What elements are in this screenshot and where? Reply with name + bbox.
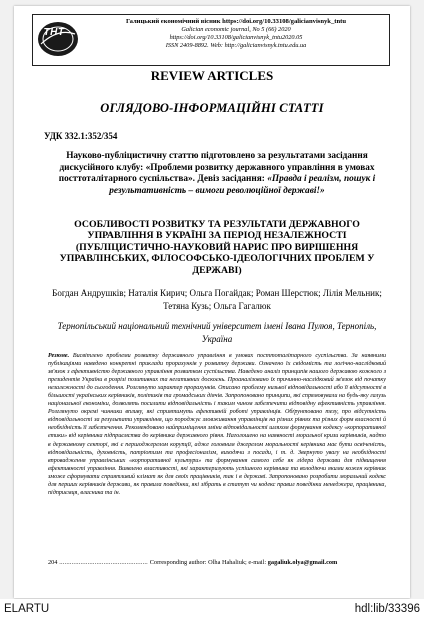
abstract-text: Висвітлено проблеми розвитку державного управління в умовах посттоталітарного суспільства. За наявними публікаціями наведено конкретні приклади прорахунків у розвитку держави. Означено їх свідомість та логічно-наслідковий зв'язок з ефективністю державного управління розвитком суспільства. Наведено аналіз принципів нашого державою кожного з президентів України в розрізі позитивних та негативних доскоєнь. Проаналізовано їх причинно-наслідковий зв'язок від початку незалежності до сьогодення. Розглянуто характер прорахунків. Описано проблему низької відповідальності або її відсутності в більшості українських керівників, політиків та громадських діячів. Запропоновано принципи, які спрямовували на будь-яку галузь національної економіки, дозволять посилити відповідальність і таким чином забезпечити відповідну ефективність управління. Розглянуто окремі чинники впливу, які сприятимуть ефективній роботі управлінців. Обґрунтовано тезу, про відсутність відповідальності за результати управління, що породжує зловживання управлінців на різних рівнях та різних форм власності й необхідність її забезпечення. Рекомендовано найприміщення зміни відповідальності шляхом формування кодексу «корпоративної етики» від керівника підприємства до керівника державного рівня. Наголошено на наявності моральної кризи керівників, надто в державному секторі, які є першоджерелом корупції, адже головним джерелом моральності керівника має бути освіченість, відповідальність, духовність, патріотизм та професіоналізм, виходячи з посади, і т. д. Звернуто увагу на необхідності впровадження управлінських «корпоративної культури» та формування самого себе як лідера держави для підвищення ефективності управління. Виявлено властивості, які характеризують успішного керівника та володіючи якими кожен керівник зможе сформувати сприятливий клімат як для своїх працівників, так і в державі. Запропоновано розробити моральний кодекс для перших керівників держави, як правила поведінки, які зібрать в статут чи кодекс правил поведінки менеджера, працівника, підприємця, власника та ін. <box>48 353 386 496</box>
author-list: Богдан Андрушків; Наталія Кирич; Ольга Погайдак; Роман Шерстюк; Лілія Мельник; Тетяна Кузь; Ольга Гагалюк <box>52 288 382 311</box>
document-page <box>14 6 410 598</box>
handle-label[interactable]: hdl:lib/33396 <box>354 603 420 615</box>
article-title: ОСОБЛИВОСТІ РОЗВИТКУ ТА РЕЗУЛЬТАТИ ДЕРЖАВНОГО УПРАВЛІННЯ В УКРАЇНІ ЗА ПЕРІОД НЕЗАЛЕЖНОСТІ (ПУБЛІЦИСТИЧНО-НАУКОВИЙ НАРИС ПРО ВИРІШЕННЯ УПРАВЛІНСЬКИХ, ФІЛОСОФСЬКО-ІДЕОЛОГІЧНИХ ПРОБЛЕМ У ДЕРЖАВІ) <box>59 219 375 276</box>
header-info <box>87 18 385 50</box>
motto-label: Девіз засідання: <box>197 174 268 184</box>
journal-header <box>32 14 390 66</box>
motto-text: «Правда і реалізм, пошук і результативність – вимоги революційної державі!» <box>109 174 376 196</box>
logo-text: ТНТ <box>43 27 65 38</box>
journal-logo <box>37 20 79 58</box>
intro-text: Науково-публіцистичну статтю підготовлено за результатами засідання дискусійного клубу: «Проблеми розвитку державного управління в умовах посттоталітарного суспільства». <box>58 151 375 184</box>
abstract <box>48 352 386 497</box>
section-heading-ua: ОГЛЯДОВО-ІНФОРМАЦІЙНІ СТАТТІ <box>100 101 324 115</box>
author-email[interactable]: gagaliuk.olya@gmail.com <box>267 559 338 566</box>
issn-line: ISSN 2409-8892. Web: http://galicianvisnyk.tntu.edu.ua <box>165 42 307 49</box>
abstract-lead: Резюме. <box>48 353 70 359</box>
corresponding-author: Corresponding author: Olha Hahaliuk; e-mail: <box>149 559 268 566</box>
page-footer <box>48 559 386 566</box>
udc-code: УДК 332.1:352/354 <box>44 131 118 141</box>
journal-name: Галицький економічний вісник https://doi.org/10.33108/galicianvisnyk_tntu <box>126 18 346 25</box>
viewer-bottom-bar <box>0 599 424 620</box>
section-heading-en: REVIEW ARTICLES <box>150 68 274 83</box>
footer-dots: .................................................. <box>57 559 150 566</box>
issue-doi: https://doi.org/10.33108/galicianvisnyk_tntu2020.05 <box>169 34 303 41</box>
affiliation: Тернопільський національний технічний університет імені Івана Пулюя, Тернопіль, Україна <box>57 321 377 344</box>
page-number: 204 <box>48 559 58 566</box>
journal-name-en: Galician economic journal, No 5 (66) 2020 <box>181 26 291 33</box>
repository-label: ELARTU <box>4 603 50 615</box>
intro-note <box>48 151 386 197</box>
